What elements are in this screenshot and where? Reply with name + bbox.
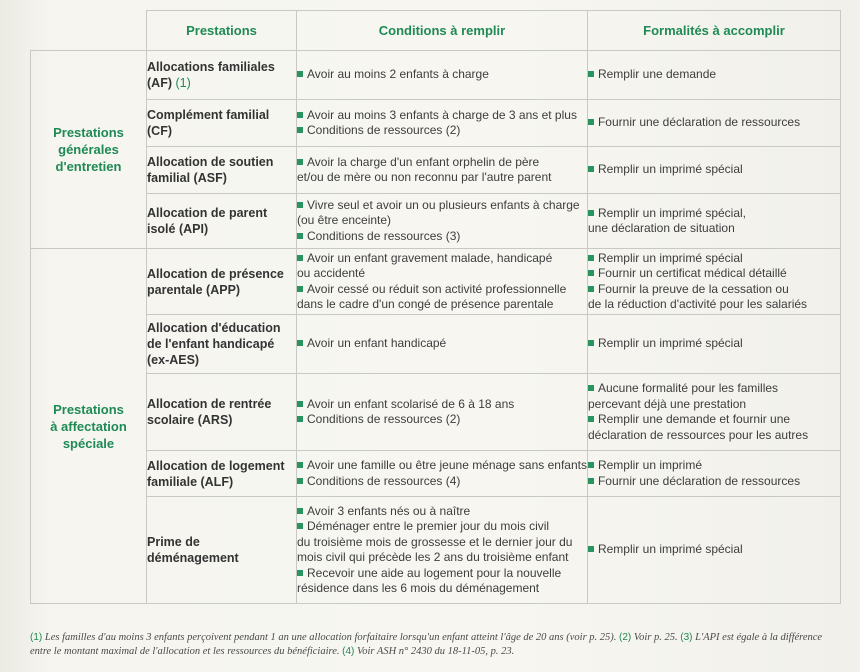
condition-text: Avoir 3 enfants nés ou à naître	[307, 503, 471, 518]
bullet-icon	[588, 166, 594, 172]
formalites-cell	[587, 451, 840, 497]
formalite-text: Remplir une demande et fournir une	[597, 412, 791, 426]
group-label-line: spéciale	[62, 435, 115, 451]
prestation-name-text: Allocation de parent	[147, 206, 268, 220]
formalite-line	[588, 381, 840, 397]
formalite-text: Aucune formalité pour les familles	[597, 381, 779, 395]
prestation-name-text: déménagement	[147, 551, 239, 565]
bullet-icon	[297, 401, 303, 407]
condition-text: Conditions de ressources (2)	[307, 412, 461, 426]
prestation-name-line	[147, 412, 296, 428]
formalite-text: Remplir une demande	[597, 67, 717, 82]
conditions-cell	[297, 51, 588, 100]
bullet-icon	[297, 340, 303, 346]
bullet-icon	[297, 570, 303, 576]
condition-line	[297, 251, 587, 267]
formalite-line	[588, 542, 840, 558]
condition-text: Recevoir une aide au logement pour la nouvelle	[307, 565, 562, 580]
prestation-name-line	[147, 107, 296, 123]
prestation-name	[147, 51, 297, 100]
formalite-line	[588, 67, 840, 83]
bullet-icon	[588, 462, 594, 468]
condition-text: Conditions de ressources (4)	[307, 473, 461, 488]
formalite-text: Fournir un certificat médical détaillé	[597, 266, 787, 280]
formalite-text: Remplir un imprimé spécial	[597, 336, 743, 351]
prestation-name-line	[147, 396, 296, 412]
condition-text: et/ou de mère ou non reconnu par l'autre parent	[297, 170, 552, 184]
prestation-name-line	[147, 320, 296, 336]
prestation-name-text: Allocation d'éducation	[147, 321, 281, 335]
bullet-icon	[297, 508, 303, 514]
prestation-name	[147, 497, 297, 604]
footnote-number-1: (1)	[30, 632, 43, 643]
prestation-name-text: Allocation de soutien	[147, 155, 274, 169]
formalites-cell	[587, 374, 840, 451]
prestation-name-text: familiale (ALF)	[147, 474, 234, 489]
condition-line	[297, 412, 587, 428]
condition-line	[297, 336, 587, 352]
table-row	[31, 147, 841, 194]
prestation-name-text: Complément familial	[147, 108, 270, 122]
table-row	[31, 51, 841, 100]
group-label-2	[31, 249, 147, 604]
bullet-icon	[588, 210, 594, 216]
formalites-cell	[587, 100, 840, 147]
condition-line	[297, 108, 587, 124]
condition-text: Avoir au moins 2 enfants à charge	[307, 67, 489, 82]
conditions-cell	[297, 194, 588, 249]
prestation-name-text: (CF)	[147, 124, 172, 138]
footnotes	[30, 631, 842, 659]
condition-text: ou accidenté	[297, 266, 366, 280]
condition-line	[297, 474, 587, 490]
footnote-number-4: (4)	[342, 646, 355, 657]
footnote-number-3: (3)	[680, 632, 693, 643]
condition-text: Conditions de ressources (2)	[307, 123, 461, 137]
prestation-name-text: familial (ASF)	[147, 171, 227, 185]
prestation-name-line	[147, 550, 296, 566]
condition-line	[297, 282, 587, 298]
footnote-text-4: Voir ASH n° 2430 du 18-11-05, p. 23.	[354, 646, 515, 657]
prestation-name-line	[147, 352, 296, 368]
bullet-icon	[297, 478, 303, 484]
condition-text: Avoir la charge d'un enfant orphelin de père	[307, 154, 540, 169]
condition-line	[297, 213, 587, 229]
prestation-name-line	[147, 474, 296, 490]
formalite-line	[588, 282, 840, 298]
table-row	[31, 249, 841, 315]
bullet-icon	[588, 385, 594, 391]
prestation-name-text: de l'enfant handicapé	[147, 337, 275, 351]
formalite-line	[588, 221, 840, 237]
bullet-icon	[588, 340, 594, 346]
group-label-line: à affectation	[50, 418, 127, 434]
header-row	[31, 11, 841, 51]
prestation-name-text: Allocation de rentrée	[147, 397, 272, 411]
conditions-cell	[297, 147, 588, 194]
bullet-icon	[297, 112, 303, 118]
bullet-icon	[588, 119, 594, 125]
bullet-icon	[297, 71, 303, 77]
prestation-name	[147, 147, 297, 194]
header-prestations: Prestations	[147, 11, 297, 51]
prestation-name-text: parentale (APP)	[147, 282, 241, 297]
conditions-cell	[297, 374, 588, 451]
formalite-line	[588, 458, 840, 474]
bullet-icon	[297, 202, 303, 208]
group-label-line: Prestations	[53, 401, 124, 417]
bullet-icon	[588, 71, 594, 77]
formalite-text: Remplir un imprimé spécial	[597, 250, 743, 265]
bullet-icon	[297, 233, 303, 239]
formalite-line	[588, 474, 840, 490]
prestation-name-line	[147, 266, 296, 282]
condition-text: Avoir un enfant scolarisé de 6 à 18 ans	[307, 396, 515, 411]
condition-text: Avoir un enfant gravement malade, handicapé	[307, 250, 553, 265]
condition-line	[297, 229, 587, 245]
formalite-line	[588, 206, 840, 222]
formalites-cell	[587, 51, 840, 100]
group-label-line: générales	[58, 142, 119, 157]
footnote-ref: (1)	[172, 76, 191, 90]
condition-text: du troisième mois de grossesse et le dernier jour du	[297, 534, 573, 549]
conditions-cell	[297, 315, 588, 374]
bullet-icon	[588, 478, 594, 484]
prestation-name-line	[147, 75, 296, 91]
formalite-line	[588, 251, 840, 267]
header-formalites: Formalités à accomplir	[587, 11, 840, 51]
bullet-icon	[588, 270, 594, 276]
formalite-text: Remplir un imprimé spécial	[597, 542, 743, 557]
condition-text: Avoir cessé ou réduit son activité professionnelle	[307, 281, 567, 296]
condition-line	[297, 123, 587, 139]
condition-text: mois civil qui précède les 2 ans du troisième enfant	[297, 550, 569, 564]
group-label-line: Prestations	[53, 125, 124, 140]
bullet-icon	[297, 159, 303, 165]
condition-text: Conditions de ressources (3)	[307, 228, 461, 243]
prestation-name-line	[147, 154, 296, 170]
prestation-name	[147, 100, 297, 147]
formalite-line	[588, 162, 840, 178]
formalite-line	[588, 428, 840, 444]
condition-line	[297, 266, 587, 282]
formalite-text: de la réduction d'activité pour les salariés	[587, 297, 808, 311]
prestation-name-line	[147, 221, 296, 237]
table-row	[31, 374, 841, 451]
footnote-text-3: L'API est égale à la différence entre le montant maximal de l'allocation et les ressources du bénéficiaire.	[30, 632, 823, 657]
formalites-cell	[587, 315, 840, 374]
condition-text: dans le cadre d'un congé de présence parentale	[297, 297, 554, 311]
formalite-text: Remplir un imprimé spécial	[597, 162, 743, 177]
prestation-name-line	[147, 534, 296, 550]
prestation-name-line	[147, 458, 296, 474]
condition-text: Avoir un enfant handicapé	[307, 336, 447, 351]
formalite-line	[588, 115, 840, 131]
condition-line	[297, 155, 587, 171]
condition-line	[297, 458, 587, 474]
condition-line	[297, 67, 587, 83]
table-row	[31, 315, 841, 374]
prestation-name	[147, 249, 297, 315]
formalite-text: Remplir un imprimé	[597, 458, 702, 472]
prestation-name-text: Allocations familiales	[147, 60, 275, 74]
prestation-name-line	[147, 205, 296, 221]
prestation-name-text: isolé (API)	[147, 222, 209, 236]
bullet-icon	[297, 462, 303, 468]
bullet-icon	[297, 416, 303, 422]
bullet-icon	[297, 286, 303, 292]
footnote-text-1: Les familles d'au moins 3 enfants perçoivent pendant 1 an une allocation forfaitaire lorsqu'un enfant atteint l'âge de 20 ans (voir p. 25).	[42, 632, 620, 643]
condition-line	[297, 535, 587, 551]
condition-line	[297, 519, 587, 535]
condition-line	[297, 198, 587, 214]
bullet-icon	[297, 127, 303, 133]
bullet-icon	[588, 416, 594, 422]
formalite-text: Fournir une déclaration de ressources	[597, 115, 801, 130]
table-row	[31, 451, 841, 497]
formalite-line	[588, 336, 840, 352]
formalite-text: une déclaration de situation	[587, 221, 735, 235]
prestation-name-text: Allocation de présence	[147, 266, 284, 281]
formalites-cell	[587, 194, 840, 249]
table-row	[31, 497, 841, 604]
prestation-name-line	[147, 170, 296, 186]
prestation-name-line	[147, 282, 296, 298]
bullet-icon	[588, 255, 594, 261]
condition-text: Avoir au moins 3 enfants à charge de 3 ans et plus	[307, 107, 577, 122]
footnote-number-2: (2)	[619, 632, 632, 643]
condition-line	[297, 550, 587, 566]
formalite-line	[588, 412, 840, 428]
prestation-name-text: (ex-AES)	[147, 353, 200, 367]
table-row	[31, 194, 841, 249]
condition-line	[297, 397, 587, 413]
formalites-cell	[587, 497, 840, 604]
prestation-name	[147, 194, 297, 249]
condition-text: Vivre seul et avoir un ou plusieurs enfants à charge	[307, 197, 580, 212]
formalite-text: percevant déjà une prestation	[587, 396, 747, 411]
formalite-text: déclaration de ressources pour les autres	[587, 427, 809, 442]
bullet-icon	[297, 255, 303, 261]
prestation-name-text: (AF)	[147, 76, 172, 90]
table-body	[31, 51, 841, 604]
header-conditions: Conditions à remplir	[297, 11, 588, 51]
formalites-cell	[587, 147, 840, 194]
condition-text: Avoir une famille ou être jeune ménage sans enfants	[307, 458, 587, 472]
prestation-name-line	[147, 336, 296, 352]
prestation-name-text: Prime de	[147, 535, 200, 549]
condition-line	[297, 170, 587, 186]
formalite-text: Fournir une déclaration de ressources	[597, 473, 801, 488]
conditions-cell	[297, 100, 588, 147]
prestations-table	[30, 10, 841, 604]
formalite-text: Fournir la preuve de la cessation ou	[597, 281, 789, 296]
table-row	[31, 100, 841, 147]
bullet-icon	[297, 523, 303, 529]
formalite-line	[588, 397, 840, 413]
prestation-name-line	[147, 59, 296, 75]
condition-text: Déménager entre le premier jour du mois civil	[307, 519, 550, 533]
condition-line	[297, 504, 587, 520]
bullet-icon	[588, 546, 594, 552]
group-label-line: d'entretien	[55, 159, 122, 174]
condition-line	[297, 566, 587, 582]
condition-text: résidence dans les 6 mois du déménagement	[297, 581, 540, 595]
condition-text: (ou être enceinte)	[297, 213, 392, 228]
conditions-cell	[297, 451, 588, 497]
prestation-name-line	[147, 123, 296, 139]
formalite-line	[588, 297, 840, 313]
condition-line	[297, 297, 587, 313]
prestation-name	[147, 374, 297, 451]
footnote-text-2: Voir p. 25.	[631, 632, 681, 643]
formalites-cell	[587, 249, 840, 315]
condition-line	[297, 581, 587, 597]
conditions-cell	[297, 249, 588, 315]
formalite-line	[588, 266, 840, 282]
group-label-1	[31, 51, 147, 249]
header-blank	[31, 11, 147, 51]
prestation-name-text: scolaire (ARS)	[147, 413, 233, 427]
prestation-name-text: Allocation de logement	[147, 458, 285, 473]
prestation-name	[147, 451, 297, 497]
formalite-text: Remplir un imprimé spécial,	[597, 205, 747, 220]
conditions-cell	[297, 497, 588, 604]
bullet-icon	[588, 286, 594, 292]
prestation-name	[147, 315, 297, 374]
